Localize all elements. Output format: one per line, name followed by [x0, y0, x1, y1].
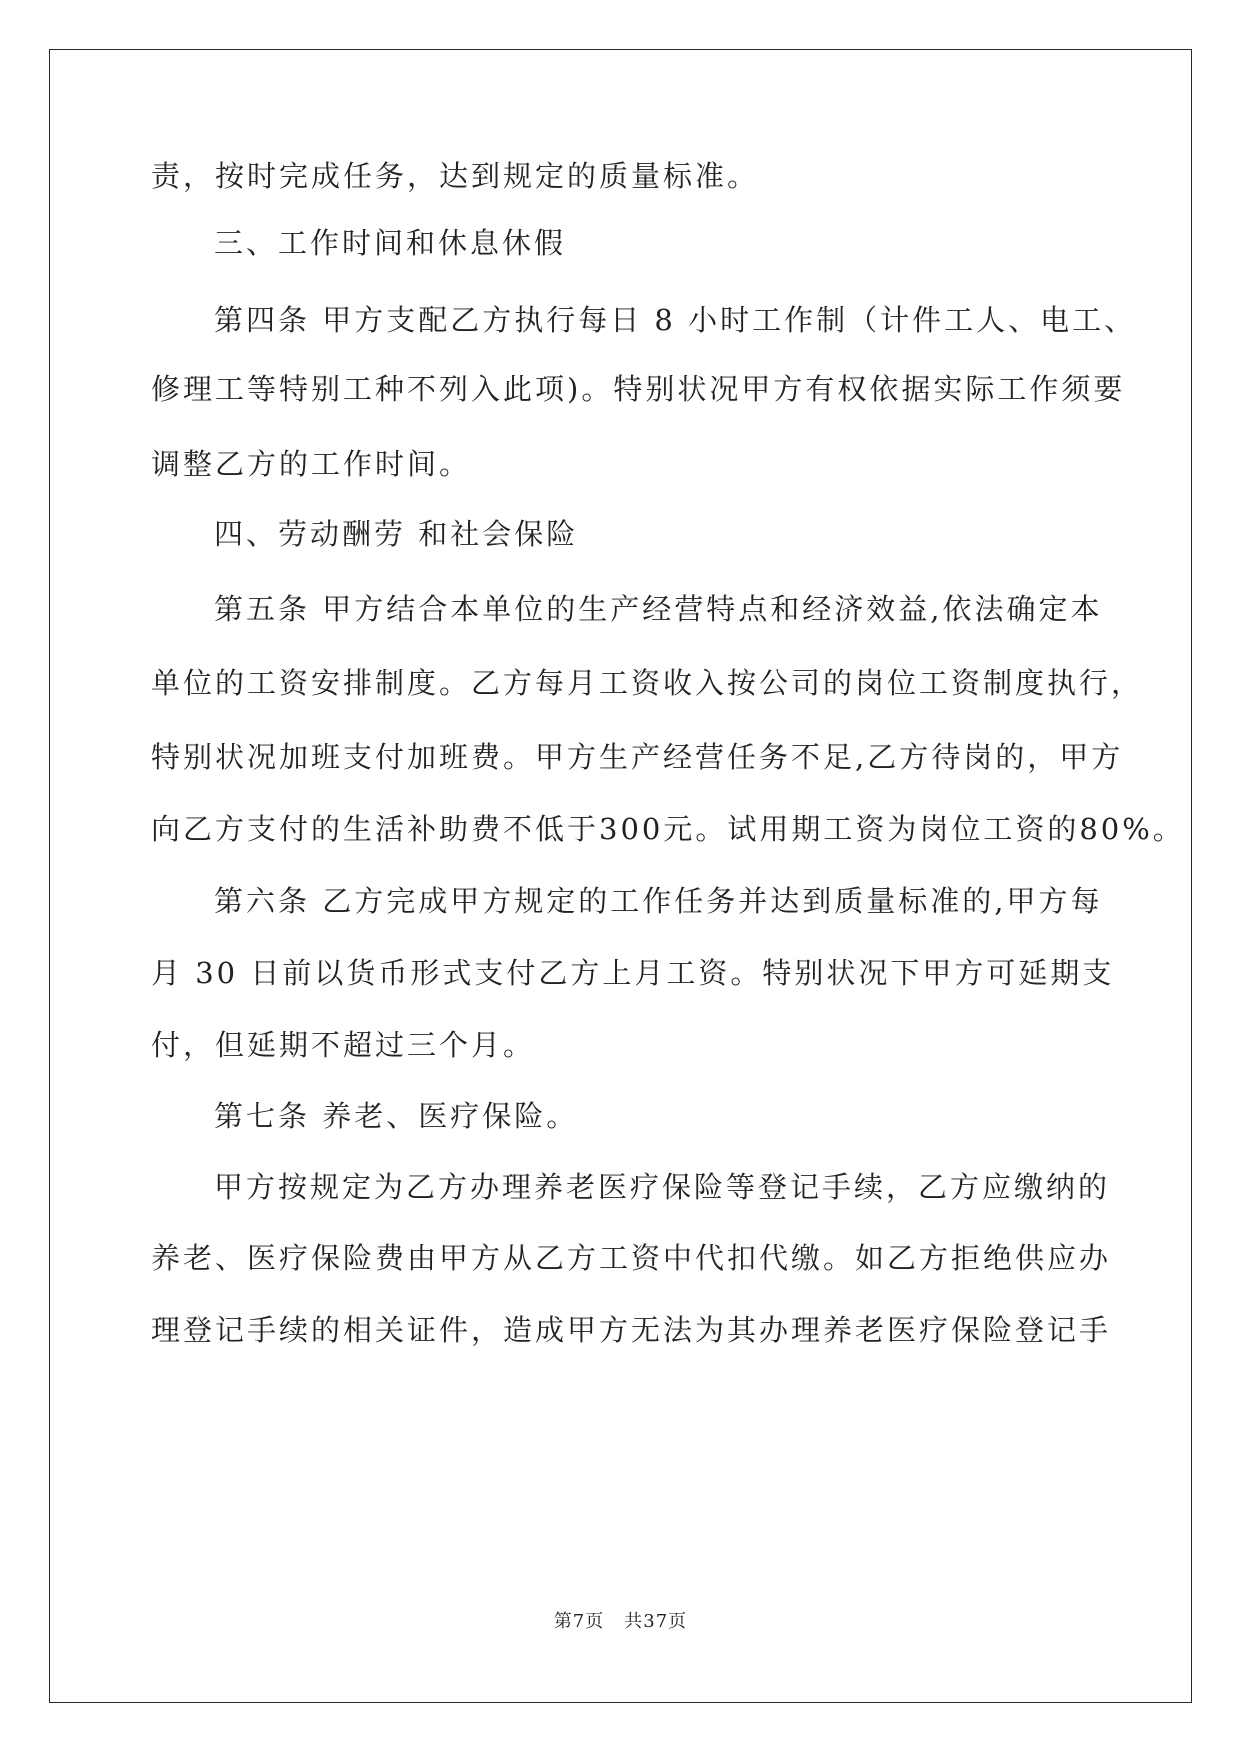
text-line: 第七条 养老、医疗保险。 — [214, 1099, 579, 1133]
text-line: 养老、医疗保险费由甲方从乙方工资中代扣代缴。如乙方拒绝供应办 — [151, 1241, 1112, 1275]
page-footer — [0, 1610, 1241, 1634]
text-line: 向乙方支付的生活补助费不低于300元。试用期工资为岗位工资的80%。 — [151, 812, 1185, 846]
text-line: 第五条 甲方结合本单位的生产经营特点和经济效益,依法确定本 — [214, 592, 1103, 626]
page-total: 共37页 — [624, 1611, 688, 1632]
page-border — [49, 49, 1192, 1703]
page-number: 第7页 — [553, 1611, 605, 1632]
text-line: 特别状况加班支付加班费。甲方生产经营任务不足,乙方待岗的，甲方 — [151, 740, 1124, 774]
text-line: 理登记手续的相关证件，造成甲方无法为其办理养老医疗保险登记手 — [151, 1313, 1112, 1347]
text-line: 付，但延期不超过三个月。 — [151, 1028, 536, 1062]
section-heading: 三、工作时间和休息休假 — [214, 226, 567, 260]
text-line: 甲方按规定为乙方办理养老医疗保险等登记手续，乙方应缴纳的 — [214, 1170, 1111, 1204]
text-line: 修理工等特别工种不列入此项)。特别状况甲方有权依据实际工作须要 — [151, 372, 1126, 406]
section-heading: 四、劳动酬劳 和社会保险 — [214, 517, 579, 551]
text-line: 单位的工资安排制度。乙方每月工资收入按公司的岗位工资制度执行， — [151, 666, 1144, 700]
text-line: 第六条 乙方完成甲方规定的工作任务并达到质量标准的,甲方每 — [214, 884, 1103, 918]
text-line: 月 30 日前以货币形式支付乙方上月工资。特别状况下甲方可延期支 — [151, 956, 1115, 990]
text-line: 调整乙方的工作时间。 — [151, 447, 472, 481]
text-line: 责，按时完成任务，达到规定的质量标准。 — [151, 159, 760, 193]
text-line: 第四条 甲方支配乙方执行每日 8 小时工作制（计件工人、电工、 — [214, 303, 1137, 337]
